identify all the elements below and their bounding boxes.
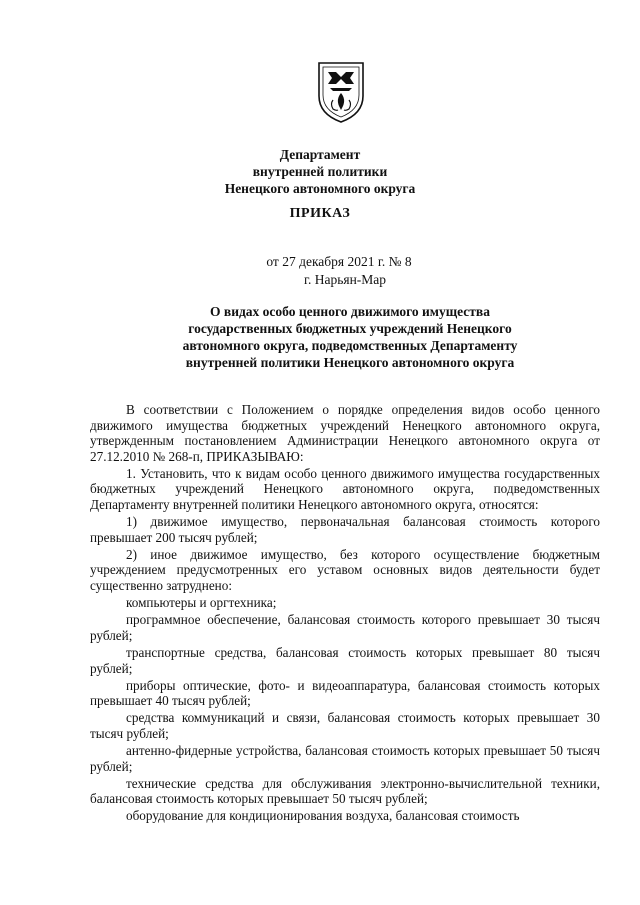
body-paragraph: программное обеспечение, балансовая стоимость которого превышает 30 тысяч рублей; xyxy=(90,612,600,643)
department-line: Ненецкого автономного округа xyxy=(224,181,416,196)
body-paragraph: 1. Установить, что к видам особо ценного движимого имущества государственных бюджетных учреждений Ненецкого автономного округа, подведомственных Департаменту внутренней политики Ненецкого автономного округа, относятся: xyxy=(90,465,600,513)
department-line: Департамент xyxy=(279,147,361,162)
body-paragraph: средства коммуникаций и связи, балансовая стоимость которых превышает 30 тысяч рублей; xyxy=(90,710,600,741)
coat-of-arms-emblem xyxy=(316,60,366,124)
title-line: О видах особо ценного движимого имущества xyxy=(210,304,490,319)
body-paragraph: транспортные средства, балансовая стоимость которых превышает 80 тысяч рублей; xyxy=(90,644,600,676)
department-line: внутренней политики xyxy=(252,164,388,179)
department-header xyxy=(0,146,640,197)
body-paragraph: 2) иное движимое имущество, без которого осуществление бюджетным учреждением предусмотренных его уставом основных видов деятельности будет существенно затруднено: xyxy=(90,546,600,594)
document-title xyxy=(130,303,570,371)
body-paragraph: приборы оптические, фото- и видеоаппаратура, балансовая стоимость которых превышает 40 тысяч рублей; xyxy=(90,677,600,709)
document-type-heading: ПРИКАЗ xyxy=(289,206,351,221)
body-paragraph: оборудование для кондиционирования воздуха, балансовая стоимость xyxy=(126,808,520,824)
document-body xyxy=(90,402,600,825)
document-date: от 27 декабря 2021 г. № 8 xyxy=(266,254,412,269)
body-paragraph: 1) движимое имущество, первоначальная балансовая стоимость которого превышает 200 тысяч рублей; xyxy=(90,514,600,545)
body-paragraph: В соответствии с Положением о порядке определения видов особо ценного движимого имущества бюджетных учреждений Ненецкого автономного округа, утвержденным постановлением Администрации Ненецкого автономного округа от 27.12.2010 № 268-п, ПРИКАЗЫВАЮ: xyxy=(90,402,600,464)
date-place-block xyxy=(0,253,640,289)
body-paragraph: технические средства для обслуживания электронно-вычислительной техники, балансовая стоимость которых превышает 50 тысяч рублей; xyxy=(90,775,600,807)
body-paragraph: компьютеры и оргтехника; xyxy=(126,595,277,611)
title-line: внутренней политики Ненецкого автономного округа xyxy=(185,355,515,370)
title-line: государственных бюджетных учреждений Ненецкого xyxy=(188,321,512,336)
title-line: автономного округа, подведомственных Департаменту xyxy=(182,338,518,353)
document-place: г. Нарьян-Мар xyxy=(303,272,387,287)
body-paragraph: антенно-фидерные устройства, балансовая стоимость которых превышает 50 тысяч рублей; xyxy=(90,742,600,774)
